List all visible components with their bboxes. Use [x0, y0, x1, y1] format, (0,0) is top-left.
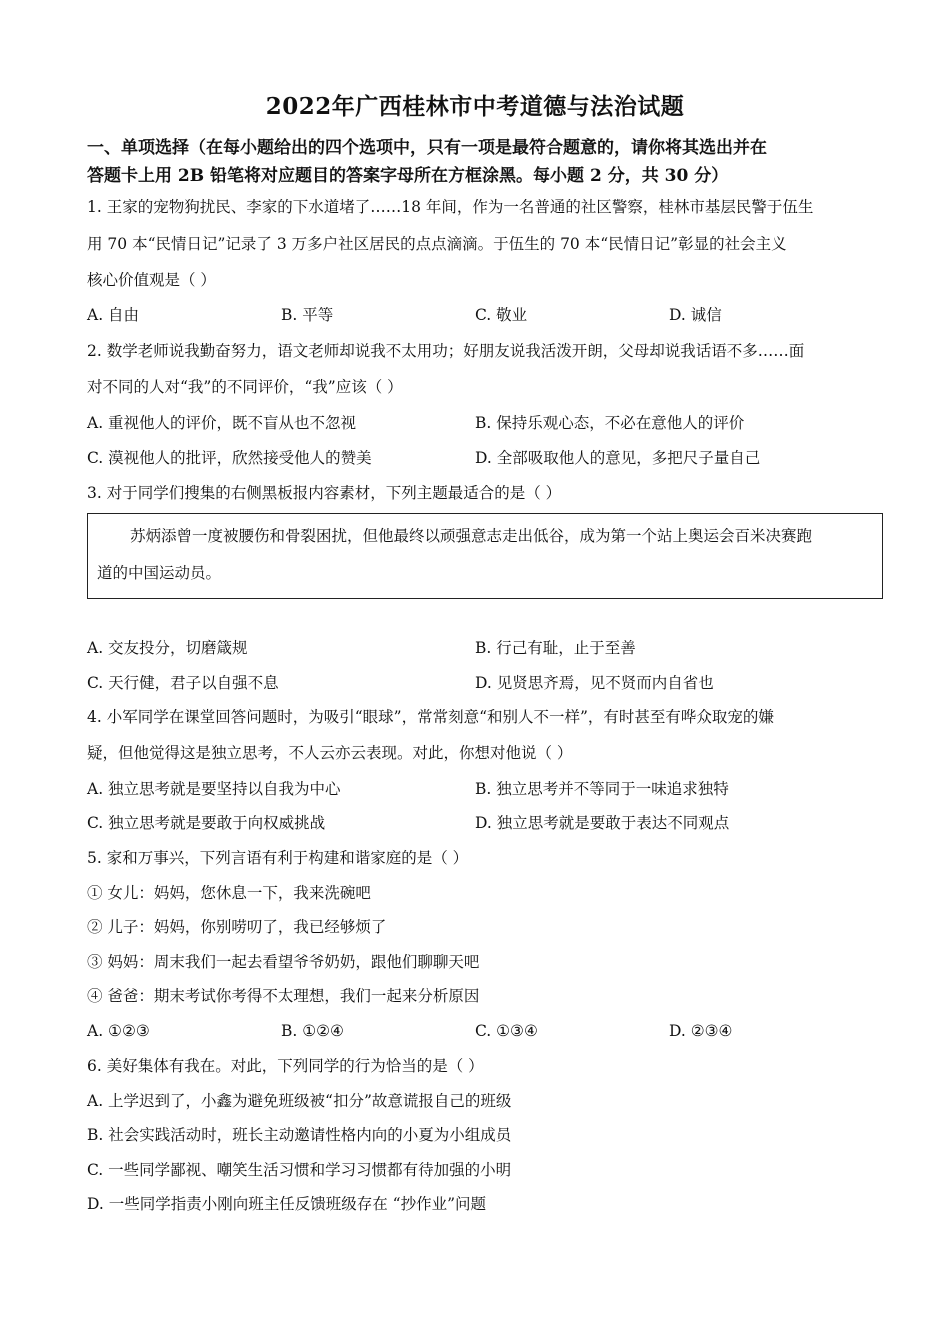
- q2-option-c: C. 漠视他人的批评，欣然接受他人的赞美: [87, 449, 372, 467]
- section-heading-line-2: 答题卡上用 2B 铅笔将对应题目的答案字母所在方框涂黑。每小题 2 分，共 30 分）: [87, 166, 729, 186]
- q3-option-b: B. 行己有耻，止于至善: [475, 639, 636, 657]
- q1-stem-line-2: 用 70 本“民情日记”记录了 3 万多户社区居民的点点滴滴。于伍生的 70 本“民情日记”彰显的社会主义: [87, 235, 787, 253]
- q6-stem-line-1: 6. 美好集体有我在。对此，下列同学的行为恰当的是（ ）: [87, 1057, 484, 1075]
- q1-option-a: A. 自由: [87, 306, 140, 324]
- q6-option-c: C. 一些同学鄙视、嘲笑生活习惯和学习习惯都有待加强的小明: [87, 1161, 512, 1179]
- q3-stem-line-1: 3. 对于同学们搜集的右侧黑板报内容素材，下列主题最适合的是（ ）: [87, 484, 562, 502]
- q1-option-c: C. 敬业: [475, 306, 528, 324]
- q3-option-c: C. 天行健，君子以自强不息: [87, 674, 279, 692]
- page-title: 2022年广西桂林市中考道德与法治试题: [265, 93, 685, 120]
- q5-option-b: B. ①②④: [281, 1022, 344, 1040]
- q3-material-box: [87, 513, 883, 599]
- q1-option-d: D. 诚信: [669, 306, 722, 324]
- q5-item-3: ③ 妈妈：周末我们一起去看望爷爷奶奶，跟他们聊聊天吧: [87, 953, 480, 971]
- q5-item-2: ② 儿子：妈妈，你别唠叨了，我已经够烦了: [87, 918, 387, 936]
- section-heading-line-1: 一、单项选择（在每小题给出的四个选项中，只有一项是最符合题意的，请你将其选出并在: [87, 138, 767, 158]
- q3-material-line-1: 苏炳添曾一度被腰伤和骨裂困扰，但他最终以顽强意志走出低谷，成为第一个站上奥运会百米决赛跑: [130, 527, 813, 545]
- q4-option-b: B. 独立思考并不等同于一味追求独特: [475, 780, 729, 798]
- q5-item-4: ④ 爸爸：期末考试你考得不太理想，我们一起来分析原因: [87, 987, 480, 1005]
- q2-stem-line-1: 2. 数学老师说我勤奋努力，语文老师却说我不太用功；好朋友说我活泼开朗，父母却说我话语不多……面: [87, 342, 805, 360]
- q1-option-b: B. 平等: [281, 306, 334, 324]
- q4-stem-line-1: 4. 小军同学在课堂回答问题时，为吸引“眼球”，常常刻意“和别人不一样”，有时甚至有哗众取宠的嫌: [87, 708, 774, 726]
- q4-option-c: C. 独立思考就是要敢于向权威挑战: [87, 814, 326, 832]
- q2-option-d: D. 全部吸取他人的意见，多把尺子量自己: [475, 449, 761, 467]
- q5-stem-line-1: 5. 家和万事兴，下列言语有利于构建和谐家庭的是（ ）: [87, 849, 469, 867]
- q6-option-a: A. 上学迟到了，小鑫为避免班级被“扣分”故意谎报自己的班级: [87, 1092, 512, 1110]
- q3-material-line-2: 道的中国运动员。: [97, 564, 222, 582]
- q5-item-1: ① 女儿：妈妈，您休息一下，我来洗碗吧: [87, 884, 371, 902]
- q2-option-a: A. 重视他人的评价，既不盲从也不忽视: [87, 414, 357, 432]
- q2-stem-line-2: 对不同的人对“我”的不同评价，“我”应该（ ）: [87, 378, 403, 396]
- q4-stem-line-2: 疑，但他觉得这是独立思考，不人云亦云表现。对此，你想对他说（ ）: [87, 744, 573, 762]
- q3-option-a: A. 交友投分，切磨箴规: [87, 639, 248, 657]
- q5-option-c: C. ①③④: [475, 1022, 538, 1040]
- q4-option-a: A. 独立思考就是要坚持以自我为中心: [87, 780, 341, 798]
- q5-option-a: A. ①②③: [87, 1022, 150, 1040]
- q1-stem-line-3: 核心价值观是（ ）: [87, 271, 216, 289]
- q2-option-b: B. 保持乐观心态，不必在意他人的评价: [475, 414, 745, 432]
- q1-stem-line-1: 1. 王家的宠物狗扰民、李家的下水道堵了……18 年间，作为一名普通的社区警察，桂林市基层民警于伍生: [87, 198, 814, 216]
- q3-option-d: D. 见贤思齐焉，见不贤而内自省也: [475, 674, 714, 692]
- q5-option-d: D. ②③④: [669, 1022, 733, 1040]
- q6-option-b: B. 社会实践活动时，班长主动邀请性格内向的小夏为小组成员: [87, 1126, 512, 1144]
- q4-option-d: D. 独立思考就是要敢于表达不同观点: [475, 814, 730, 832]
- q6-option-d: D. 一些同学指责小刚向班主任反馈班级存在 “抄作业”问题: [87, 1195, 487, 1213]
